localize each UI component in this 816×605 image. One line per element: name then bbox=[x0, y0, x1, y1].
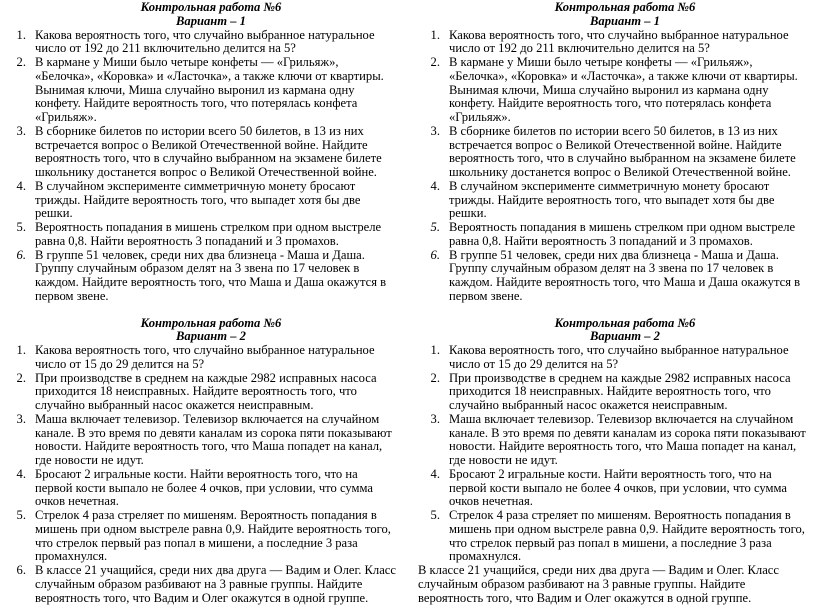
task-number: 2. bbox=[16, 55, 26, 69]
task-item bbox=[4, 29, 398, 57]
task-text: Какова вероятность того, что случайно выбранное натуральное число от 192 до 211 включительно делится на 5? bbox=[449, 27, 789, 56]
task-number: 5. bbox=[430, 220, 440, 234]
task-item bbox=[418, 56, 812, 125]
task-item bbox=[418, 125, 812, 180]
task-number: 5. bbox=[430, 508, 440, 522]
task-item bbox=[418, 221, 812, 249]
task-text: При производстве в среднем на каждые 2982 исправных насоса приходится 18 неисправных. Найдите вероятность того, что случайно выбранный насос окажется неисправным. bbox=[35, 370, 377, 412]
task-number: 6. bbox=[16, 563, 26, 577]
task-number: 3. bbox=[16, 411, 26, 426]
variant-heading: Вариант – 1 bbox=[176, 13, 246, 28]
task-number: 2. bbox=[430, 370, 440, 385]
task-item bbox=[4, 413, 398, 468]
task-item bbox=[4, 468, 398, 509]
left-column bbox=[4, 1, 398, 605]
task-number: 3. bbox=[16, 123, 26, 138]
task-number: 1. bbox=[430, 343, 440, 357]
task-text: В классе 21 учащийся, среди них два друга — Вадим и Олег. Класс случайным образом разбивают на 3 равные группы. Найдите вероятность того, что Вадим и Олег окажутся в одной группе. bbox=[35, 563, 396, 605]
task-list-variant-2 bbox=[418, 344, 812, 564]
task-text: В случайном эксперименте симметричную монету бросают трижды. Найдите вероятность того, что выпадет хотя бы две решки. bbox=[449, 178, 775, 221]
task-item bbox=[418, 509, 812, 564]
task-number: 1. bbox=[430, 27, 440, 42]
task-text-unnumbered: В классе 21 учащийся, среди них два друга — Вадим и Олег. Класс случайным образом разбивают на 3 равные группы. Найдите вероятность того, что Вадим и Олег окажутся в одной группе. bbox=[418, 563, 779, 605]
task-item bbox=[4, 564, 398, 605]
task-item bbox=[4, 249, 398, 304]
task-number: 6. bbox=[430, 247, 440, 262]
task-item bbox=[4, 180, 398, 221]
task-text: Маша включает телевизор. Телевизор включается на случайном канале. В это время по девяти каналам из сорока пяти показывают новости. Найдите вероятность того, что Маша попадет на канал, где новости не идут. bbox=[449, 411, 806, 467]
task-text: Какова вероятность того, что случайно выбранное натуральное число от 15 до 29 делится на 5? bbox=[449, 343, 789, 371]
task-number: 4. bbox=[16, 178, 26, 193]
task-number: 6. bbox=[16, 247, 26, 262]
task-number: 5. bbox=[16, 220, 26, 234]
task-item bbox=[418, 180, 812, 221]
task-number: 4. bbox=[430, 466, 440, 481]
task-number: 3. bbox=[430, 123, 440, 138]
task-item bbox=[4, 372, 398, 413]
task-text: Бросают 2 игральные кости. Найти вероятность того, что на первой кости выпало не более 4 очков, при условии, что сумма очков нечетная. bbox=[449, 466, 787, 509]
task-item bbox=[418, 344, 812, 372]
task-text: Вероятность попадания в мишень стрелком при одном выстреле равна 0,8. Найти вероятность 3 попаданий и 3 промахов. bbox=[449, 220, 796, 248]
task-item bbox=[418, 249, 812, 304]
task-item bbox=[4, 344, 398, 372]
task-text: В сборнике билетов по истории всего 50 билетов, в 13 из них встречается вопрос о Великой Отечественной войне. Найдите вероятность того, что в случайно выбранном на экзамене билете школьнику достанется вопрос о Великой Отечественной войне. bbox=[449, 123, 796, 179]
task-item bbox=[418, 29, 812, 57]
task-text: Маша включает телевизор. Телевизор включается на случайном канале. В это время по девяти каналам из сорока пяти показывают новости. Найдите вероятность того, что Маша попадет на канал, где новости не идут. bbox=[35, 411, 392, 467]
test-title: Контрольная работа №6 bbox=[140, 0, 282, 14]
task-number: 2. bbox=[16, 370, 26, 385]
task-number: 4. bbox=[430, 178, 440, 193]
task-list-variant-1 bbox=[418, 29, 812, 304]
task-item bbox=[4, 125, 398, 180]
task-text: В кармане у Миши было четыре конфеты — «Грильяж», «Белочка», «Коровка» и «Ласточка», а также ключи от квартиры. Вынимая ключи, Миша случайно выронил из кармана одну конфету. Найдите вероятность того, что потерялась конфета «Грильяж». bbox=[35, 55, 384, 124]
test-title: Контрольная работа №6 bbox=[554, 315, 696, 330]
task-text: В группе 51 человек, среди них два близнеца - Маша и Даша. Группу случайным образом делят на 3 звена по 17 человек в каждом. Найдите вероятность того, что Маша и Даша окажутся в первом звене. bbox=[449, 247, 801, 303]
task-text: В кармане у Миши было четыре конфеты — «Грильяж», «Белочка», «Коровка» и «Ласточка», а также ключи от квартиры. Вынимая ключи, Миша случайно выронил из кармана одну конфету. Найдите вероятность того, что потерялась конфета «Грильяж». bbox=[449, 55, 798, 124]
test-title: Контрольная работа №6 bbox=[554, 0, 696, 14]
variant-heading: Вариант – 2 bbox=[176, 329, 246, 344]
task-item bbox=[418, 468, 812, 509]
task-text: Стрелок 4 раза стреляет по мишеням. Вероятность попадания в мишень при одном выстреле равна 0,9. Найдите вероятность того, что стрелок первый раз попал в мишени, а последние 3 раза промахнулся. bbox=[449, 508, 805, 564]
task-item bbox=[418, 413, 812, 468]
task-text: В случайном эксперименте симметричную монету бросают трижды. Найдите вероятность того, что выпадет хотя бы две решки. bbox=[35, 178, 361, 221]
task-list-variant-2 bbox=[4, 344, 398, 605]
task-text: В сборнике билетов по истории всего 50 билетов, в 13 из них встречается вопрос о Великой Отечественной войне. Найдите вероятность того, что в случайно выбранном на экзамене билете школьнику достанется вопрос о Великой Отечественной войне. bbox=[35, 123, 382, 179]
task-text: Вероятность попадания в мишень стрелком при одном выстреле равна 0,8. Найти вероятность 3 попаданий и 3 промахов. bbox=[35, 220, 382, 248]
right-column bbox=[418, 1, 812, 605]
test-title: Контрольная работа №6 bbox=[140, 315, 282, 330]
task-item bbox=[4, 56, 398, 125]
task-text: Какова вероятность того, что случайно выбранное натуральное число от 192 до 211 включительно делится на 5? bbox=[35, 27, 375, 56]
task-number: 2. bbox=[430, 55, 440, 69]
variant-heading: Вариант – 1 bbox=[590, 13, 660, 28]
task-item bbox=[4, 221, 398, 249]
task-text: При производстве в среднем на каждые 2982 исправных насоса приходится 18 неисправных. Найдите вероятность того, что случайно выбранный насос окажется неисправным. bbox=[449, 370, 791, 412]
task-list-variant-1 bbox=[4, 29, 398, 304]
task-number: 1. bbox=[16, 27, 26, 42]
task-text: Стрелок 4 раза стреляет по мишеням. Вероятность попадания в мишень при одном выстреле равна 0,9. Найдите вероятность того, что стрелок первый раз попал в мишени, а последние 3 раза промахнулся. bbox=[35, 508, 391, 564]
task-text: Какова вероятность того, что случайно выбранное натуральное число от 15 до 29 делится на 5? bbox=[35, 343, 375, 371]
variant-heading: Вариант – 2 bbox=[590, 329, 660, 344]
task-number: 5. bbox=[16, 508, 26, 522]
task-text: Бросают 2 игральные кости. Найти вероятность того, что на первой кости выпало не более 4 очков, при условии, что сумма очков нечетная. bbox=[35, 466, 373, 509]
task-item bbox=[4, 509, 398, 564]
task-item bbox=[418, 372, 812, 413]
task-number: 4. bbox=[16, 466, 26, 481]
task-text: В группе 51 человек, среди них два близнеца - Маша и Даша. Группу случайным образом делят на 3 звена по 17 человек в каждом. Найдите вероятность того, что Маша и Даша окажутся в первом звене. bbox=[35, 247, 387, 303]
task-number: 3. bbox=[430, 411, 440, 426]
task-number: 1. bbox=[16, 343, 26, 357]
